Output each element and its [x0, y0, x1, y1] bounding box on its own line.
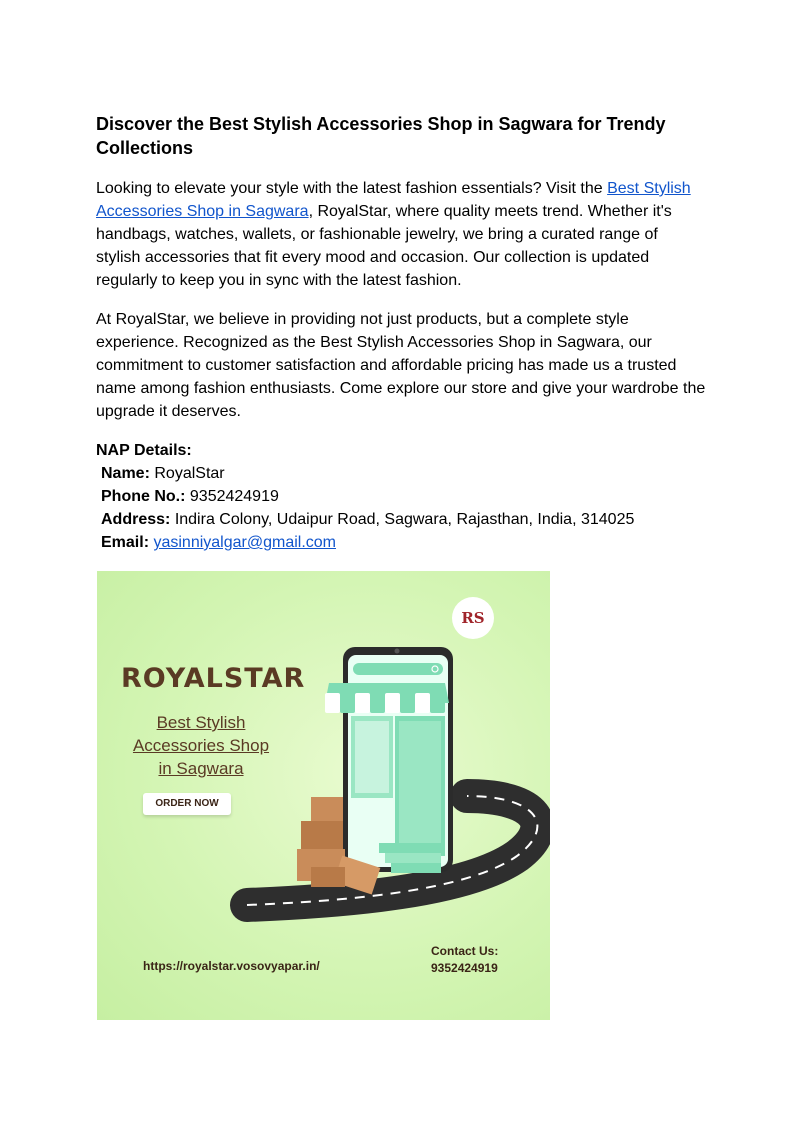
nap-address-value: Indira Colony, Udaipur Road, Sagwara, Rajasthan, India, 314025	[174, 511, 635, 528]
nap-title: NAP Details:	[96, 442, 192, 459]
nap-email	[96, 531, 706, 554]
tagline-line-3: in Sagwara	[158, 759, 244, 778]
about-paragraph: At RoyalStar, we believe in providing not just products, but a complete style experience. Recognized as the Best Stylish Accessories Shop in Sagwara, our commitment to customer satisfaction and affordable pricing has made us a trusted name among fashion enthusiasts. Come explore our store and give your wardrobe the upgrade it deserves.	[96, 311, 706, 420]
intro-text-end: , RoyalStar, where quality meets trend. Whether it's handbags, watches, wallets, or fashionable jewelry, we bring a curated range of stylish accessories that fit every mood and occasion. Our collection is updated regularly to keep you in sync with the latest fashion.	[96, 203, 672, 289]
intro-paragraph	[96, 177, 706, 292]
order-now-button[interactable]: ORDER NOW	[143, 793, 231, 815]
box-top	[311, 797, 343, 821]
shop-steps	[379, 843, 441, 853]
phone-search-bar	[353, 663, 443, 675]
contact-label: Contact Us:	[431, 944, 499, 958]
nap-phone-value: 9352424919	[189, 488, 279, 505]
banner-brand: ROYALSTAR	[121, 663, 306, 694]
nap-address-label: Address:	[101, 511, 171, 528]
promo-banner	[97, 571, 550, 1020]
banner-contact	[431, 943, 498, 977]
nap-phone	[96, 485, 706, 508]
shop-link[interactable]: Best Stylish Accessories Shop in Sagwara	[96, 180, 691, 220]
nap-name	[96, 462, 706, 485]
phone-camera	[395, 649, 400, 654]
nap-name-label: Name:	[101, 465, 150, 482]
nap-section	[96, 439, 706, 554]
nap-address	[96, 508, 706, 531]
page-title: Discover the Best Stylish Accessories Shop in Sagwara for Trendy Collections	[96, 114, 666, 158]
document-body	[96, 112, 706, 554]
banner-website: https://royalstar.vosovyapar.in/	[143, 959, 320, 973]
tagline-line-1: Best Stylish	[156, 713, 246, 732]
nap-email-label: Email:	[101, 534, 150, 551]
nap-phone-label: Phone No.:	[101, 488, 186, 505]
royalstar-logo: RS	[452, 597, 494, 639]
email-link[interactable]: yasinniyalgar@gmail.com	[153, 534, 336, 551]
intro-text-start: Looking to elevate your style with the latest fashion essentials? Visit the	[96, 180, 608, 197]
banner-tagline	[121, 711, 281, 780]
box-middle	[301, 821, 343, 849]
contact-phone: 9352424919	[431, 961, 498, 975]
tagline-line-2: Accessories Shop	[132, 736, 270, 755]
nap-name-value: RoyalStar	[154, 465, 225, 482]
